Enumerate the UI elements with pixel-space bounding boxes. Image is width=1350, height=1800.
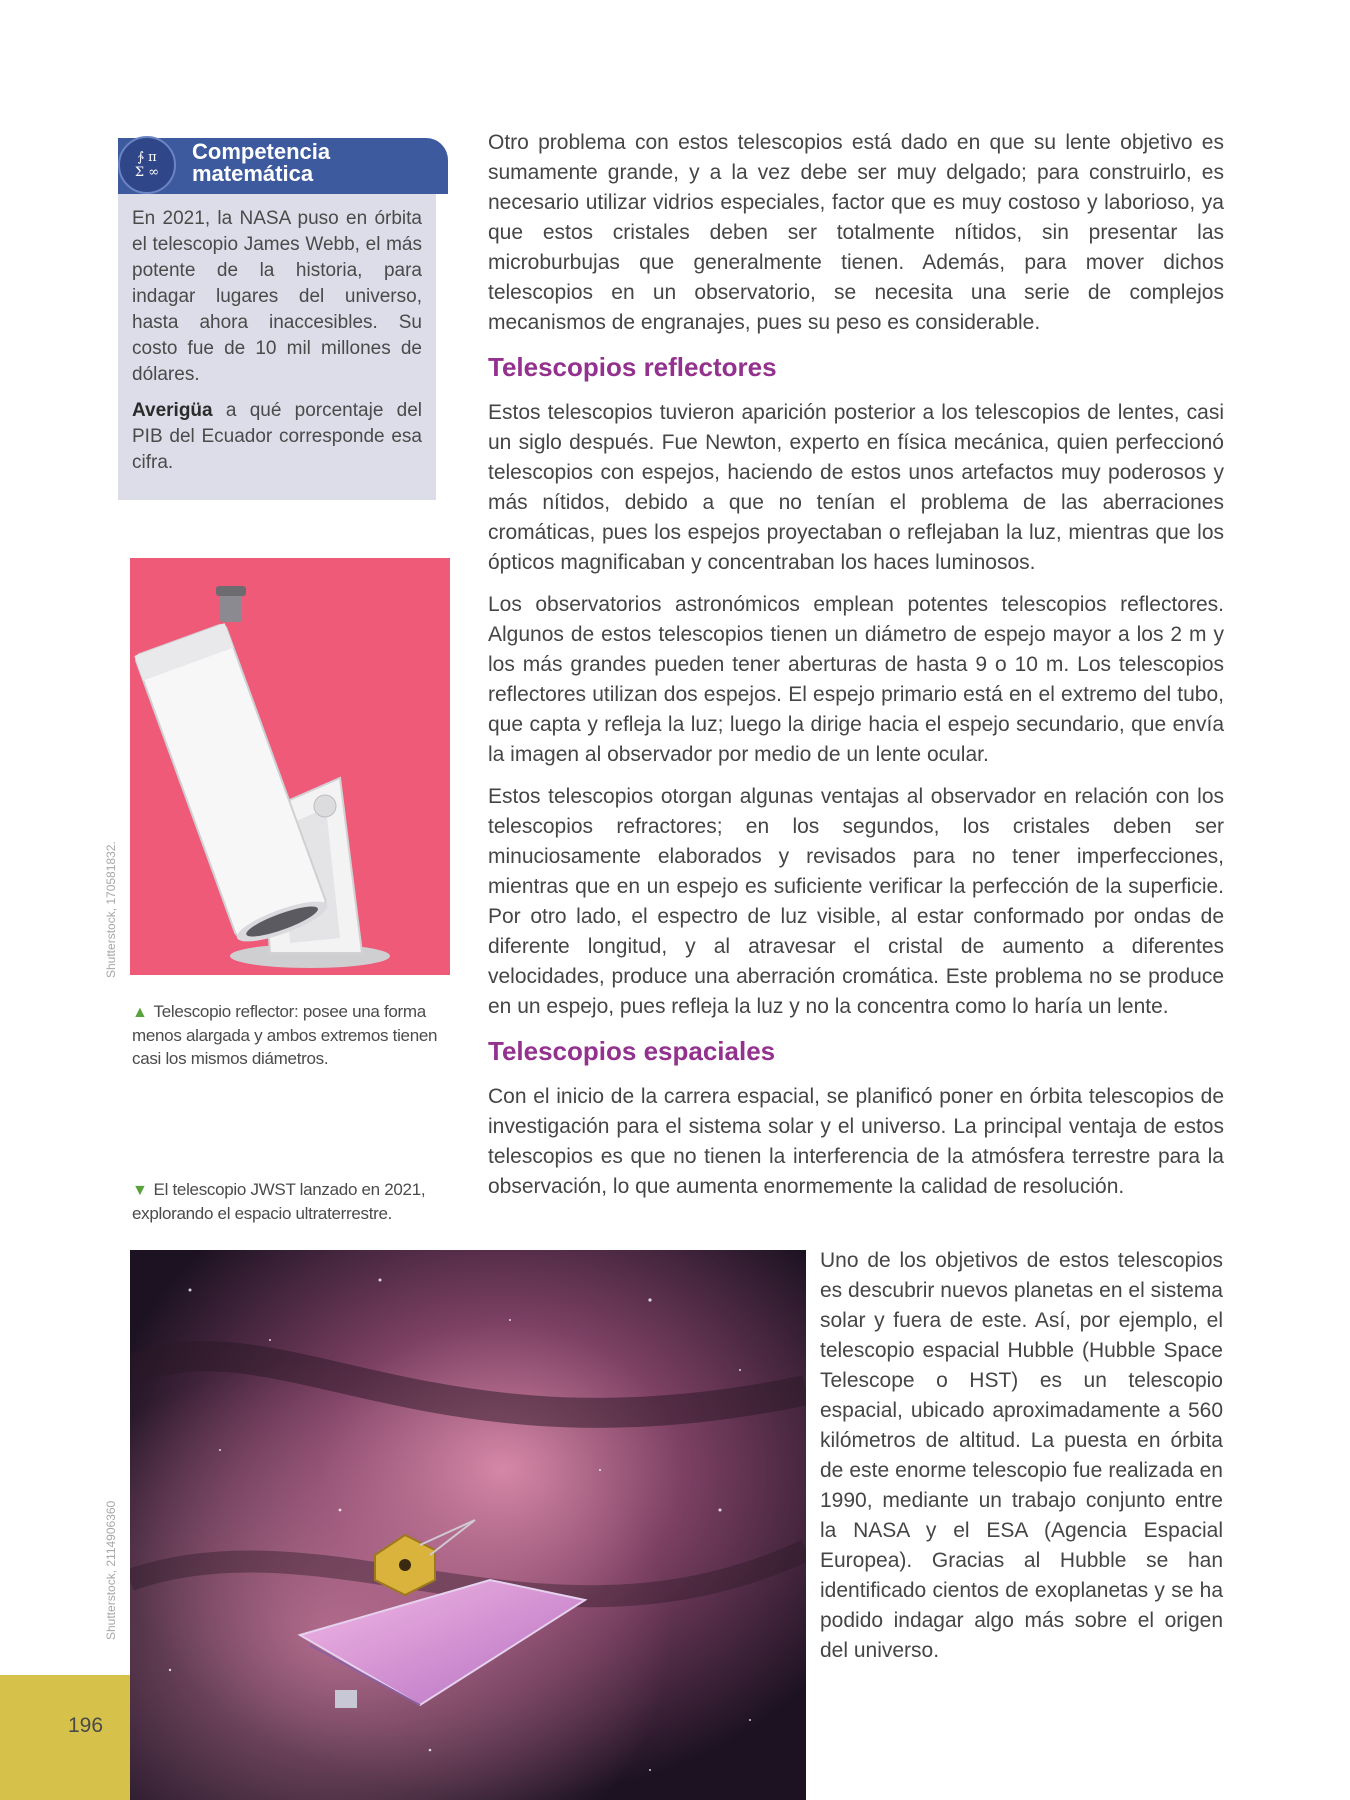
- task-text: a qué porcentaje del PIB del Ecuador corresponde esa cifra.: [132, 400, 422, 473]
- competencia-task: [132, 398, 422, 476]
- reflectores-paragraph-1: [488, 398, 1224, 578]
- competencia-title-line1: Competencia: [192, 139, 331, 164]
- triangle-down-icon: ▼: [132, 1182, 148, 1199]
- espaciales-paragraph-2: [820, 1246, 1223, 1666]
- espaciales-text-2: Uno de los objetivos de estos telescopios es descubrir nuevos planetas en el sistema solar y fuera de este. Así, por ejemplo, el telescopio espacial Hubble (Hubble Space Telescope o HST) es un telescopio espacial, ubicado aproximadamente a 560 kilómetros de altitud. La puesta en órbita de este enorme telescopio fue realizada en 1990, mediante un trabajo conjunto entre la NASA y el ESA (Agencia Espacial Europea). Gracias al Hubble se han identificado cientos de exoplanetas y se ha podido indagar algo más sobre el origen del universo.: [820, 1249, 1223, 1662]
- intro-paragraph: [488, 128, 1224, 338]
- reflector-telescope-image: [130, 558, 450, 975]
- triangle-up-icon: ▲: [132, 1004, 148, 1021]
- heading-espaciales: Telescopios espaciales: [488, 1036, 776, 1066]
- caption-reflector-text: Telescopio reflector: posee una forma menos alargada y ambos extremos tienen casi los mismos diámetros.: [132, 1002, 438, 1068]
- page-number: 196: [68, 1714, 104, 1737]
- math-symbols-icon: [118, 136, 176, 194]
- caption-jwst-text: El telescopio JWST lanzado en 2021, explorando el espacio ultraterrestre.: [132, 1180, 426, 1223]
- heading-reflectores: Telescopios reflectores: [488, 352, 777, 382]
- photo-credit-top: Shutterstock, 170581832.: [104, 841, 118, 978]
- badge-line-2: Σ ∞: [134, 165, 160, 180]
- reflectores-text-1: Estos telescopios tuvieron aparición posterior a los telescopios de lentes, casi un siglo después. Fue Newton, experto en física mecánica, quien perfeccionó telescopios con espejos, haciendo de estos unos artefactos muy poderosos y más nítidos, debido a que no tenían el problema de las aberraciones cromáticas, pues los espejos proyectaban o reflejaban la luz, mientras que los ópticos magnificaban y concentraban los haces luminosos.: [488, 401, 1224, 574]
- reflectores-paragraph-3: [488, 782, 1224, 1022]
- badge-line-1: ∱ π: [137, 150, 157, 165]
- page-number-tab: [0, 1675, 130, 1800]
- caption-reflector: [132, 1000, 452, 1070]
- competencia-title: [192, 141, 442, 185]
- task-keyword: Averigüa: [132, 400, 213, 421]
- reflectores-text-2: Los observatorios astronómicos emplean potentes telescopios reflectores. Algunos de estos telescopios tienen un diámetro de espejo mayor a los 2 m y los más grandes pueden tener aberturas de hasta 9 o 10 m. Los telescopios reflectores utilizan dos espejos. El espejo primario está en el extremo del tubo, que capta y refleja la luz; luego la dirige hacia el espejo secundario, que envía la imagen al observador por medio de un lente ocular.: [488, 593, 1224, 766]
- reflectores-text-3: Estos telescopios otorgan algunas ventajas al observador en relación con los telescopios refractores; en los segundos, los cristales deben ser minuciosamente elaborados y revisados para no tener imperfecciones, mientras que en un espejo es suficiente verificar la perfección de la superficie. Por otro lado, el espectro de luz visible, al estar conformado por ondas de diferente longitud, y al atravesar el cristal de aumento a diferentes velocidades, produce una aberración cromática. Este problema no se produce en un espejo, pues refleja la luz y no la concentra como lo haría un lente.: [488, 785, 1224, 1018]
- espaciales-text-1: Con el inicio de la carrera espacial, se planificó poner en órbita telescopios de investigación para el sistema solar y el universo. La principal ventaja de estos telescopios es que no tienen la interferencia de la atmósfera terrestre para la observación, lo que aumenta enormemente la calidad de resolución.: [488, 1085, 1224, 1198]
- competencia-title-line2: matemática: [192, 161, 314, 186]
- espaciales-paragraph-1: [488, 1082, 1224, 1202]
- competencia-body: [118, 194, 436, 500]
- jwst-illustration: [130, 1250, 806, 1800]
- jwst-space-image: [130, 1250, 806, 1800]
- caption-jwst: [132, 1178, 452, 1225]
- intro-text: Otro problema con estos telescopios está dado en que su lente objetivo es sumamente grande, y a la vez debe ser muy delgado; para construirlo, es necesario utilizar vidrios especiales, factor que es muy costoso y laborioso, ya que estos cristales deben ser totalmente nítidos, sin presentar las microburbujas que generalmente tienen. Además, para mover dichos telescopios en un observatorio, se necesita una serie de complejos mecanismos de engranajes, pues su peso es considerable.: [488, 131, 1224, 334]
- reflectores-paragraph-2: [488, 590, 1224, 770]
- reflector-telescope-illustration: [130, 558, 450, 975]
- photo-credit-bottom: Shutterstock, 2114906360: [104, 1500, 118, 1640]
- competencia-paragraph: En 2021, la NASA puso en órbita el telescopio James Webb, el más potente de la historia, para indagar lugares del universo, hasta ahora inaccesibles. Su costo fue de 10 mil millones de dólares.: [132, 208, 422, 385]
